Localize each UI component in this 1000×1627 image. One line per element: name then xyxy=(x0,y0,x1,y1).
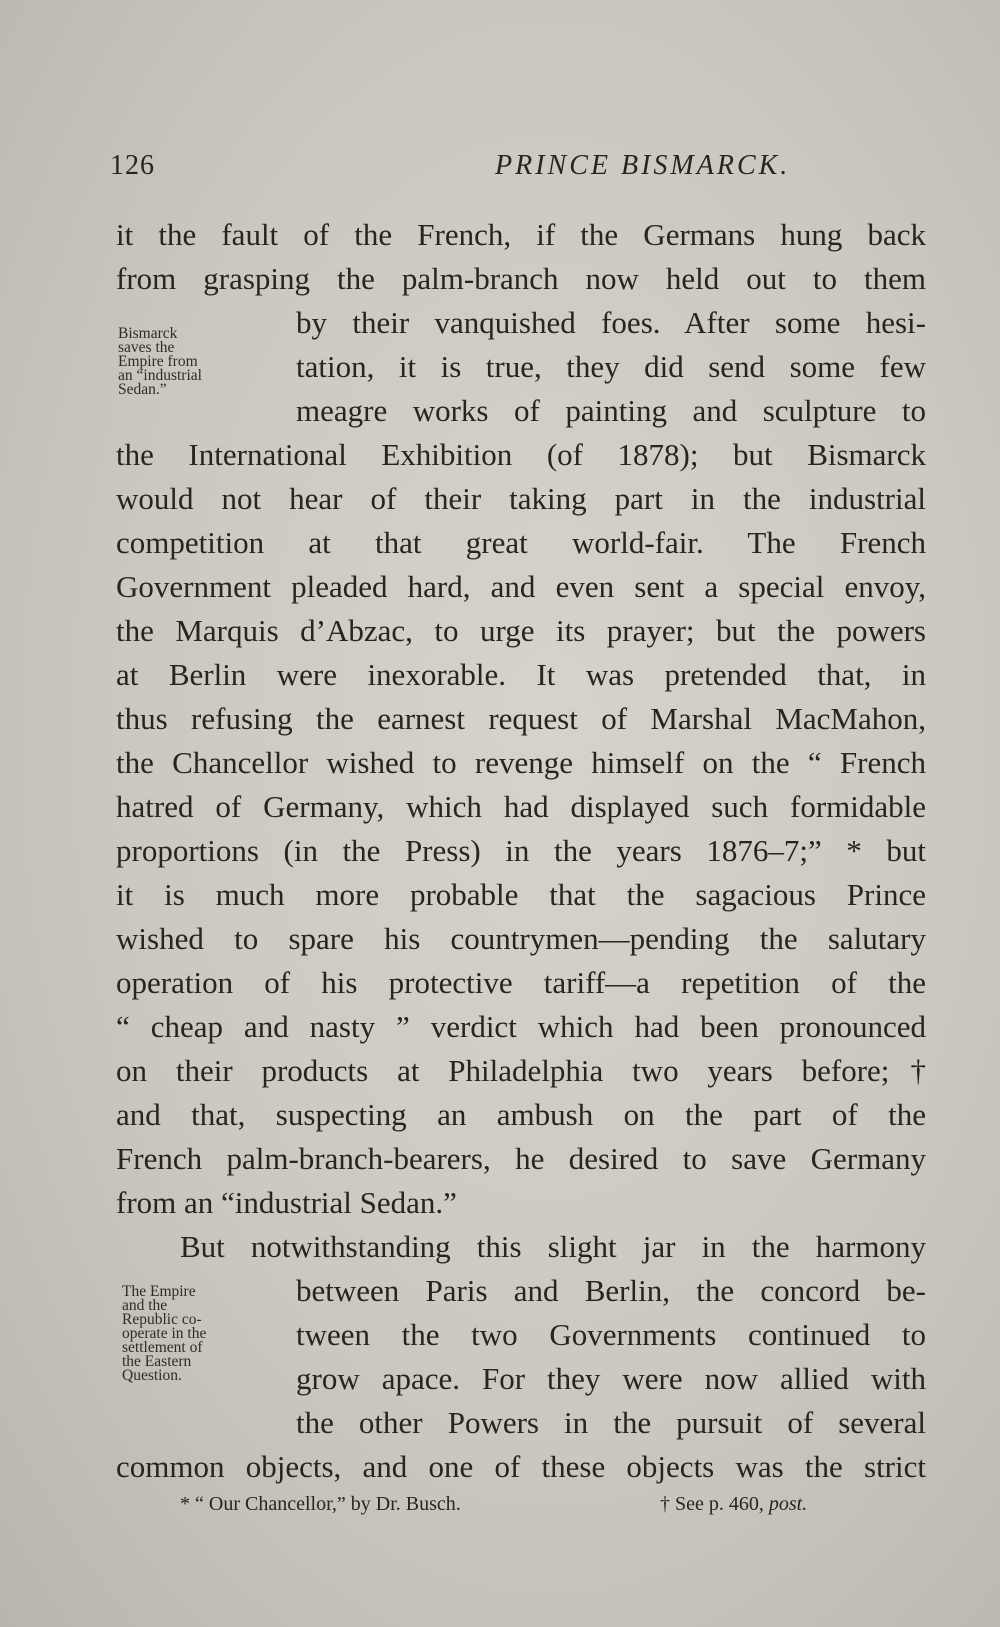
body-line: thus refusing the earnest request of Marshal MacMahon, xyxy=(116,701,926,736)
body-line: and that, suspecting an ambush on the part of the xyxy=(116,1097,926,1132)
body-line: grow apace. For they were now allied with xyxy=(296,1361,926,1396)
footnote-busch: * “ Our Chancellor,” by Dr. Busch. xyxy=(180,1493,461,1515)
body-line: Government pleaded hard, and even sent a special envoy, xyxy=(116,569,926,604)
body-line: common objects, and one of these objects was the strict xyxy=(116,1449,926,1484)
footnote-see-page-text: † See p. 460, xyxy=(660,1493,769,1515)
margin-note-line: operate in the xyxy=(122,1325,207,1342)
body-line: at Berlin were inexorable. It was pretended that, in xyxy=(116,657,926,692)
body-line: it the fault of the French, if the Germans hung back xyxy=(116,217,926,252)
footnote-post: post. xyxy=(768,1493,808,1515)
body-line: by their vanquished foes. After some hesi- xyxy=(296,305,926,340)
page-number: 126 xyxy=(110,150,155,181)
body-line: the other Powers in the pursuit of several xyxy=(296,1405,926,1440)
body-line: French palm-branch-bearers, he desired to save Germany xyxy=(116,1141,926,1176)
body-line: tation, it is true, they did send some few xyxy=(296,349,926,384)
footnotes xyxy=(180,1493,900,1527)
margin-note-line: Republic co- xyxy=(122,1311,202,1328)
body-line: meagre works of painting and sculpture to xyxy=(296,393,926,428)
body-line: proportions (in the Press) in the years 1876–7;” * but xyxy=(116,833,926,868)
margin-note-line: saves the xyxy=(118,339,175,356)
margin-note-line: the Eastern xyxy=(122,1353,192,1370)
body-line: the International Exhibition (of 1878); but Bismarck xyxy=(116,437,926,472)
body-line: it is much more probable that the sagacious Prince xyxy=(116,877,926,912)
margin-note-line: Question. xyxy=(122,1367,182,1384)
margin-note-line: an “industrial xyxy=(118,367,202,384)
margin-note-line: The Empire xyxy=(122,1283,196,1300)
margin-note-line: Bismarck xyxy=(118,325,178,342)
body-line: the Chancellor wished to revenge himself on the “ French xyxy=(116,745,926,780)
margin-note-eastern-question xyxy=(122,1285,272,1383)
page-header xyxy=(110,150,920,190)
body-line: on their products at Philadelphia two years before;† xyxy=(116,1053,926,1088)
body-line: But notwithstanding this slight jar in the harmony xyxy=(180,1229,926,1264)
body-line: competition at that great world-fair. The French xyxy=(116,525,926,560)
body-line: from grasping the palm-branch now held out to them xyxy=(116,261,926,296)
body-line: wished to spare his countrymen—pending the salutary xyxy=(116,921,926,956)
margin-note-bismarck xyxy=(118,327,268,397)
body-line: between Paris and Berlin, the concord be- xyxy=(296,1273,926,1308)
body-line: the Marquis d’Abzac, to urge its prayer; but the powers xyxy=(116,613,926,648)
running-title: PRINCE BISMARCK. xyxy=(495,150,791,181)
body-line: tween the two Governments continued to xyxy=(296,1317,926,1352)
body-line: hatred of Germany, which had displayed such formidable xyxy=(116,789,926,824)
footnote-see-page xyxy=(660,1493,807,1516)
margin-note-line: Sedan.” xyxy=(118,381,167,398)
body-line: would not hear of their taking part in the industrial xyxy=(116,481,926,516)
margin-note-line: Empire from xyxy=(118,353,198,370)
body-line: operation of his protective tariff—a repetition of the xyxy=(116,965,926,1000)
body-line: from an “industrial Sedan.” xyxy=(116,1185,457,1220)
body-line: “ cheap and nasty ” verdict which had been pronounced xyxy=(116,1009,926,1044)
margin-note-line: and the xyxy=(122,1297,168,1314)
margin-note-line: settlement of xyxy=(122,1339,203,1356)
